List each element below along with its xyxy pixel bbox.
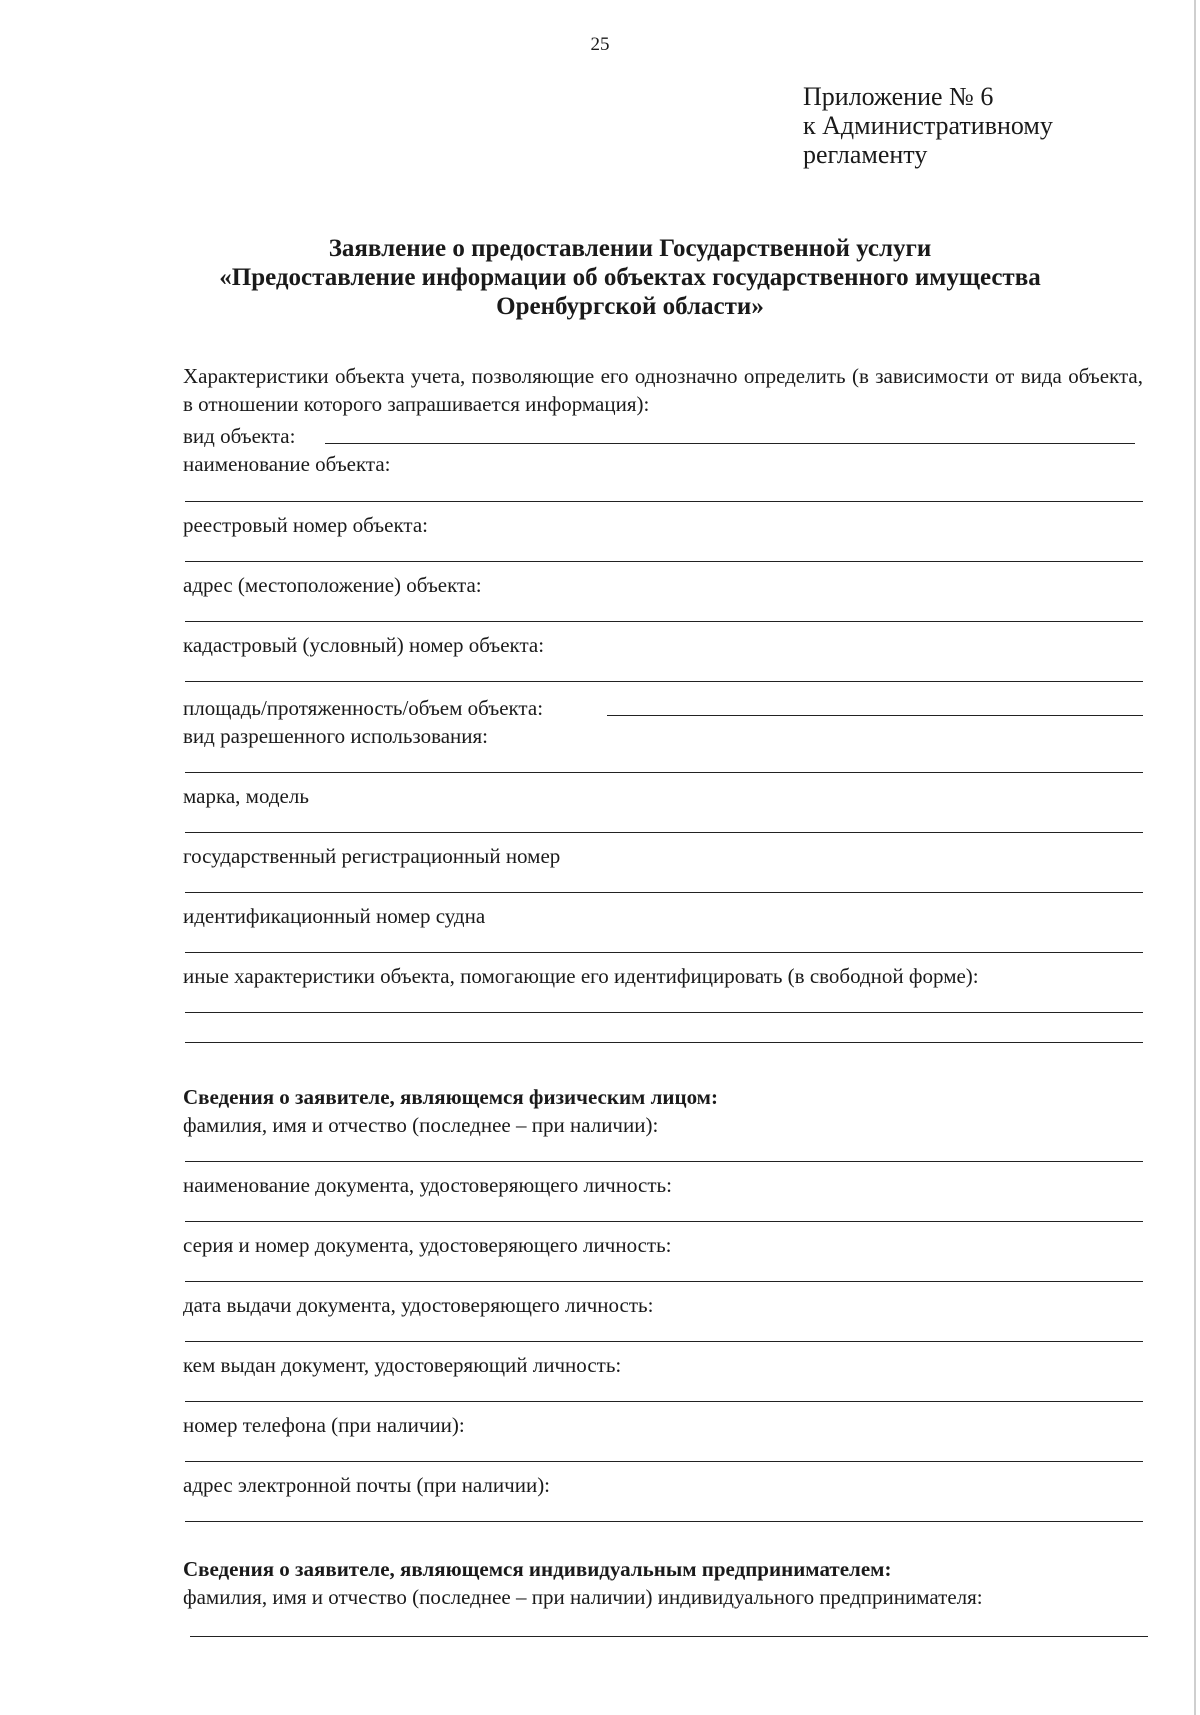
title-line-2: «Предоставление информации об объектах государственного имущества xyxy=(219,264,1041,291)
object-kind-field[interactable] xyxy=(325,443,1135,444)
title-line-1: Заявление о предоставлении Государственной услуги xyxy=(328,235,932,262)
address-field[interactable] xyxy=(185,621,1143,622)
email-label: адрес электронной почты (при наличии): xyxy=(183,1473,551,1497)
other-characteristics-field-2[interactable] xyxy=(185,1042,1143,1043)
vessel-id-label: идентификационный номер судна xyxy=(183,904,486,928)
appendix-line-2: к Административному xyxy=(803,111,1053,140)
appendix-note xyxy=(803,82,1053,169)
permitted-use-field[interactable] xyxy=(185,772,1143,773)
appendix-line-1: Приложение № 6 xyxy=(803,82,994,111)
object-kind-label: вид объекта: xyxy=(183,424,296,448)
other-characteristics-field-1[interactable] xyxy=(185,1012,1143,1013)
phone-field[interactable] xyxy=(185,1461,1143,1462)
individual-full-name-label: фамилия, имя и отчество (последнее – при наличии): xyxy=(183,1113,659,1137)
area-field[interactable] xyxy=(607,715,1143,716)
object-name-field[interactable] xyxy=(185,501,1143,502)
doc-issue-date-label: дата выдачи документа, удостоверяющего личность: xyxy=(183,1293,654,1317)
registry-number-label: реестровый номер объекта: xyxy=(183,513,428,537)
other-characteristics-label: иные характеристики объекта, помогающие его идентифицировать (в свободной форме): xyxy=(183,964,979,988)
page-number: 25 xyxy=(590,34,610,55)
appendix-line-3: регламенту xyxy=(803,140,928,169)
title-line-3: Оренбургской области» xyxy=(496,293,764,320)
doc-series-number-label: серия и номер документа, удостоверяющего личность: xyxy=(183,1233,672,1257)
doc-issued-by-label: кем выдан документ, удостоверяющий личность: xyxy=(183,1353,622,1377)
email-field[interactable] xyxy=(185,1521,1143,1522)
permitted-use-label: вид разрешенного использования: xyxy=(183,724,489,748)
cadastral-number-field[interactable] xyxy=(185,681,1143,682)
address-label: адрес (местоположение) объекта: xyxy=(183,573,482,597)
doc-issued-by-field[interactable] xyxy=(185,1401,1143,1402)
cadastral-number-label: кадастровый (условный) номер объекта: xyxy=(183,633,545,657)
entrepreneur-full-name-label: фамилия, имя и отчество (последнее – при наличии) индивидуального предпринимателя: xyxy=(183,1585,983,1609)
make-model-field[interactable] xyxy=(185,832,1143,833)
object-name-label: наименование объекта: xyxy=(183,452,391,476)
state-reg-number-label: государственный регистрационный номер xyxy=(183,844,561,868)
make-model-label: марка, модель xyxy=(183,784,309,808)
phone-label: номер телефона (при наличии): xyxy=(183,1413,465,1437)
vessel-id-field[interactable] xyxy=(185,952,1143,953)
doc-series-number-field[interactable] xyxy=(185,1281,1143,1282)
individual-full-name-field[interactable] xyxy=(185,1161,1143,1162)
registry-number-field[interactable] xyxy=(185,561,1143,562)
state-reg-number-field[interactable] xyxy=(185,892,1143,893)
area-label: площадь/протяженность/объем объекта: xyxy=(183,696,544,720)
doc-issue-date-field[interactable] xyxy=(185,1341,1143,1342)
scan-edge xyxy=(1194,0,1196,1715)
entrepreneur-full-name-field[interactable] xyxy=(190,1636,1148,1637)
document-title xyxy=(150,234,1110,321)
entrepreneur-section-heading: Сведения о заявителе, являющемся индивидуальным предпринимателем: xyxy=(183,1557,892,1581)
intro-paragraph: Характеристики объекта учета, позволяющие его однозначно определить (в зависимости от вида объекта, в отношении которого запрашивается информация): xyxy=(183,364,1143,416)
doc-name-field[interactable] xyxy=(185,1221,1143,1222)
individual-section-heading: Сведения о заявителе, являющемся физическим лицом: xyxy=(183,1085,718,1109)
doc-name-label: наименование документа, удостоверяющего личность: xyxy=(183,1173,672,1197)
